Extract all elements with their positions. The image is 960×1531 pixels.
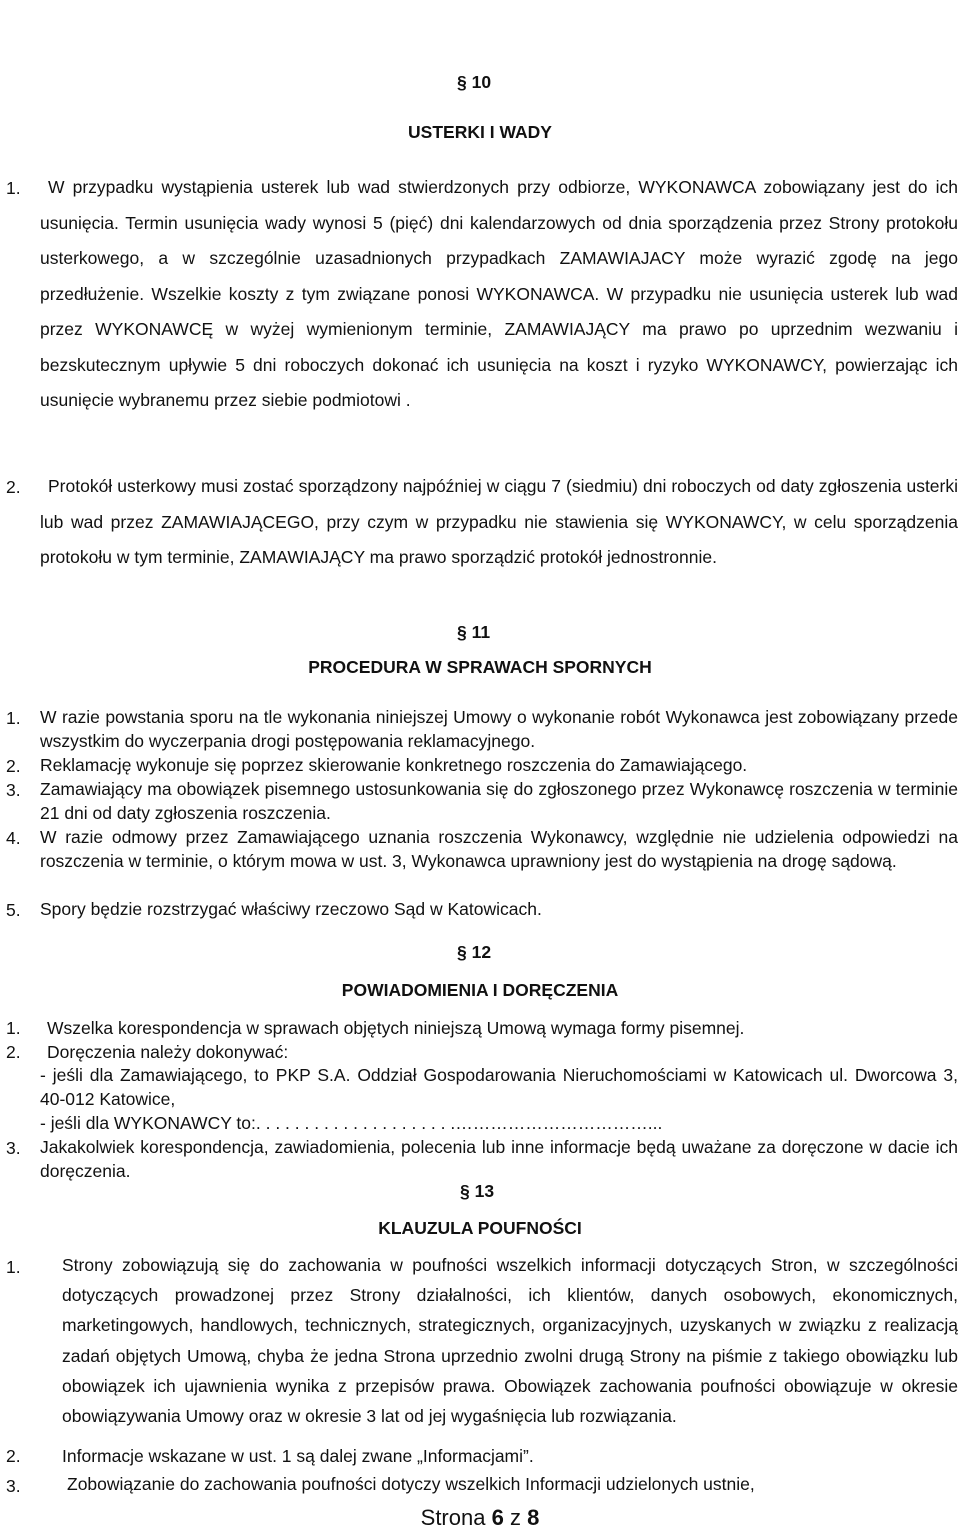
list-number: 1. [6,1257,21,1277]
list-number: 1. [6,178,21,198]
list-number: 3. [6,780,21,800]
footer-of: z [509,1505,521,1530]
list-item: Jakakolwiek korespondencja, zawiadomienia, polecenia lub inne informacje będą uważane za doręczone w dacie ich doręczenia. [40,1137,958,1181]
page-footer [0,1505,960,1531]
list-number: 5. [6,900,21,920]
paragraph: W przypadku wystąpienia usterek lub wad stwierdzonych przy odbiorze, WYKONAWCA zobowiązany jest do ich usunięcia. Termin usunięcia wady wynosi 5 (pięć) dni kalendarzowych od dnia sporządzenia przez Strony protokołu usterkowego, a w szczególnie uzasadnionych przypadkach ZAMAWIAJACY może wyrazić zgodę na jego przedłużenie. Wszelkie koszty z tym związane ponosi WYKONAWCA. W przypadku nie usunięcia usterek lub wad przez WYKONAWCĘ w wyżej wymienionym terminie, ZAMAWIAJĄCY ma prawo po uprzednim wezwaniu i bezskutecznym upływie 5 dni roboczych dokonać ich usunięcia na koszt i ryzyko WYKONAWCY, powierzając ich usunięcie wybranemu przez siebie podmiotowi . [40,177,958,410]
footer-page-number: 6 [491,1505,504,1530]
list-item: Wszelka korespondencja w sprawach objętych niniejszą Umową wymaga formy pisemnej. [47,1018,745,1038]
section-title-11: PROCEDURA W SPRAWACH SPORNYCH [308,657,652,677]
address-line: - jeśli dla Zamawiającego, to PKP S.A. Oddział Gospodarowania Nieruchomościami w Katowicach ul. Dworcowa 3, 40-012 Katowice, [40,1065,958,1109]
footer-prefix: Strona [420,1505,486,1530]
list-item: Informacje wskazane w ust. 1 są dalej zwane „Informacjami”. [62,1446,534,1466]
list-item: Zamawiający ma obowiązek pisemnego ustosunkowania się do zgłoszonego przez Wykonawcę roszczenia w terminie 21 dni od daty zgłoszenia roszczenia. [40,779,958,823]
list-item: Strony zobowiązują się do zachowania w poufności wszelkich informacji dotyczących Stron, w szczególności dotyczących prowadzonej przez Strony działalności, ich klientów, danych osobowych, ekonomicznych, marketingowych, handlowych, technicznych, strategicznych, organizacyjnych, uzyskanych w związku z realizacją zadań objętych Umową, chyba że jedna Strona uprzednio zwolni drugą Strony na piśmie z takiego obowiązku lub obowiązek ich ujawnienia wynika z przepisów prawa. Obowiązek zachowania poufności obowiązuje w okresie obowiązywania Umowy oraz w okresie 3 lat od jej wygaśnięcia lub rozwiązania. [62,1255,958,1427]
list-number: 2. [6,477,21,497]
list-item: Doręczenia należy dokonywać: [47,1042,289,1062]
list-item: W razie powstania sporu na tle wykonania niniejszej Umowy o wykonanie robót Wykonawca jest zobowiązany przede wszystkim do wyczerpania drogi postępowania reklamacyjnego. [40,707,958,751]
section-title-13: KLAUZULA POUFNOŚCI [378,1218,582,1238]
footer-total-pages: 8 [527,1505,540,1530]
list-item: W razie odmowy przez Zamawiającego uznania roszczenia Wykonawcy, względnie nie udzielenia odpowiedzi na roszczenia w terminie, o którym mowa w ust. 3, Wykonawca uprawniony jest do wystąpienia na drogę sądową. [40,827,958,871]
list-number: 2. [6,1446,21,1466]
list-item: Spory będzie rozstrzygać właściwy rzeczowo Sąd w Katowicach. [40,899,542,919]
list-number: 2. [6,1042,21,1062]
paragraph: Protokół usterkowy musi zostać sporządzony najpóźniej w ciągu 7 (siedmiu) dni roboczych od daty zgłoszenia usterki lub wad przez ZAMAWIAJĄCEGO, przy czym w przypadku nie stawienia się WYKONAWCY, w celu sporządzenia protokołu w tym terminie, ZAMAWIAJĄCY ma prawo sporządzić protokół jednostronnie. [40,476,958,567]
list-item: Zobowiązanie do zachowania poufności dotyczy wszelkich Informacji udzielonych ustnie, [67,1474,755,1494]
section-title-12: POWIADOMIENIA I DORĘCZENIA [341,980,619,1000]
list-number: 2. [6,756,21,776]
contractor-address-line: - jeśli dla WYKONAWCY to:. . . . . . . . . . . . . . . . . . . . .……………………………... [40,1113,663,1133]
list-number: 1. [6,1018,21,1038]
list-number: 1. [6,708,21,728]
list-number: 3. [6,1138,21,1158]
section-heading-12: § 12 [457,942,492,962]
section-heading-10: § 10 [457,72,492,92]
section-title-10: USTERKI I WADY [408,122,552,142]
list-number: 3. [6,1476,21,1496]
list-item: Reklamację wykonuje się poprzez skierowanie konkretnego roszczenia do Zamawiającego. [40,755,748,775]
section-heading-13: § 13 [460,1181,495,1201]
list-number: 4. [6,828,21,848]
section-heading-11: § 11 [457,622,491,642]
